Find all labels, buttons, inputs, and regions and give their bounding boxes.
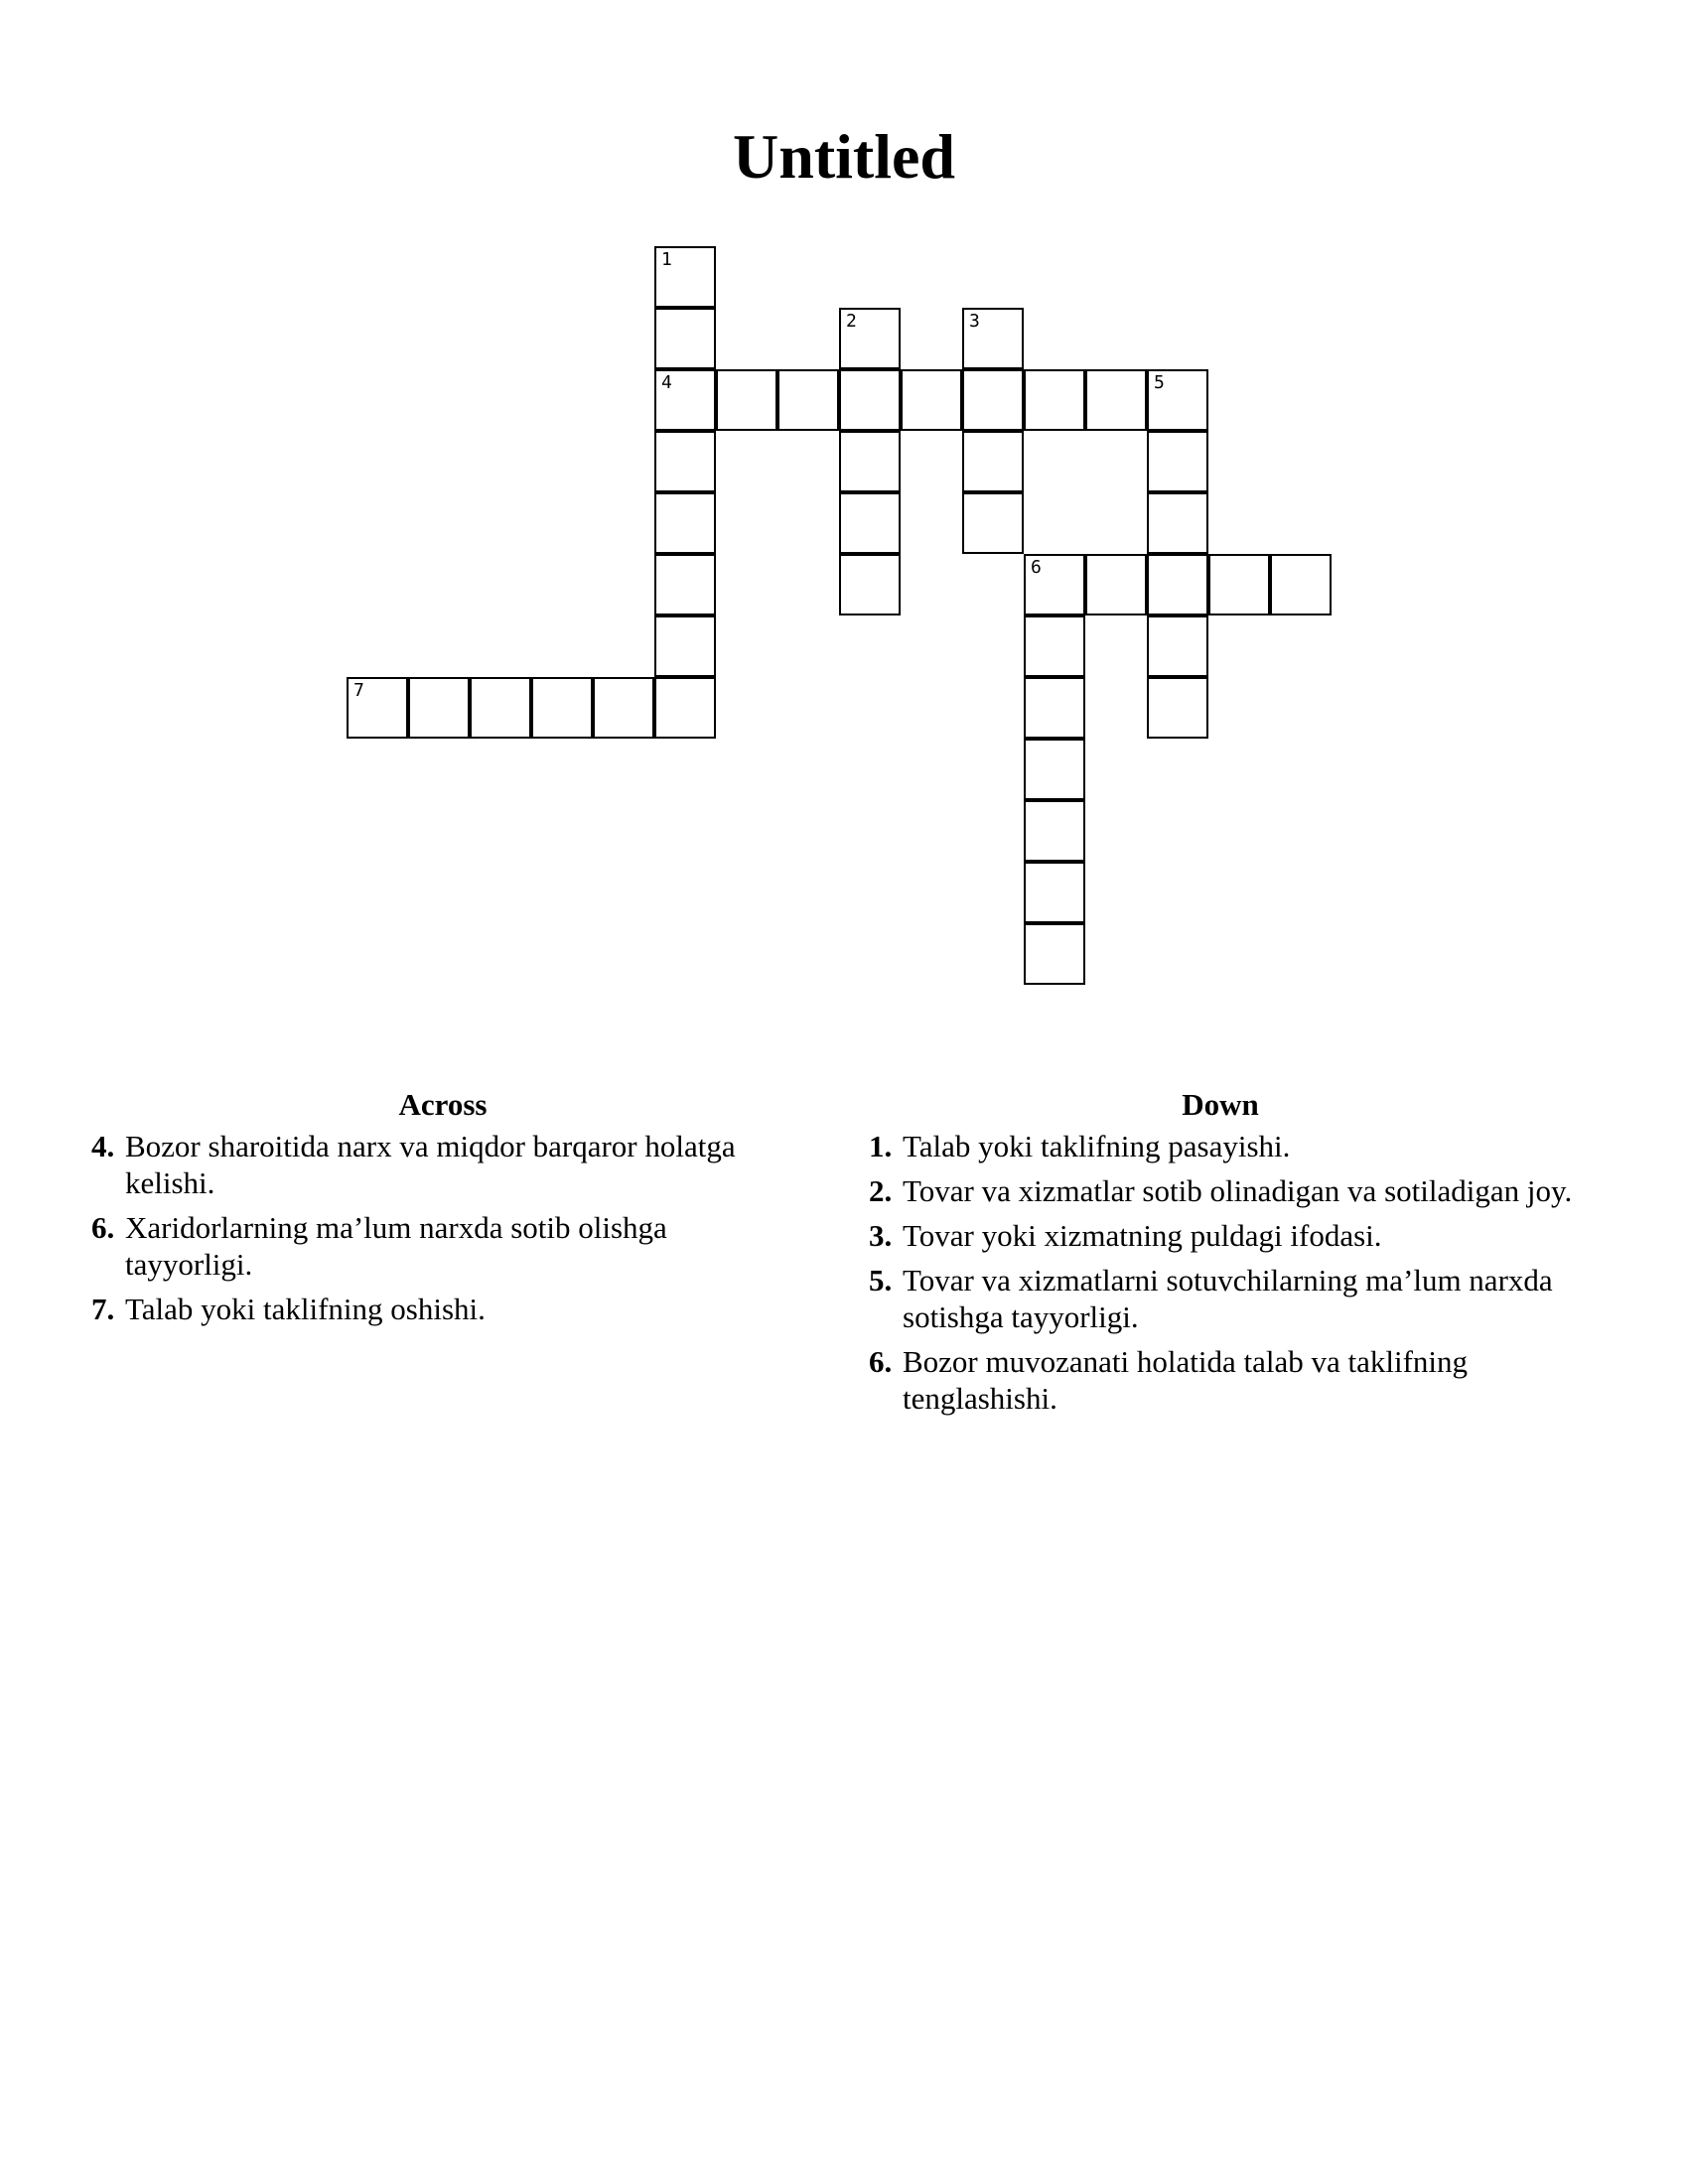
clue-number: 5. [869,1263,893,1297]
clue-text: Bozor sharoitida narx va miqdor barqaror holatga kelishi. [125,1129,736,1200]
grid-cell[interactable] [777,369,839,431]
clue-number: 2. [869,1173,893,1208]
across-clues [85,1086,800,1335]
clue-number: 6. [91,1210,115,1245]
cell-number: 5 [1154,372,1165,393]
down-heading: Down [1182,1087,1259,1122]
down-clue [863,1217,1578,1254]
cell-number: 6 [1031,557,1042,578]
clue-text: Tovar va xizmatlar sotib olinadigan va sotiladigan joy. [903,1173,1573,1208]
across-heading: Across [398,1087,488,1122]
across-clue [85,1209,800,1283]
grid-cell[interactable] [654,369,716,431]
across-clue-list [85,1128,800,1327]
down-clue [863,1262,1578,1335]
grid-cell[interactable] [408,677,470,739]
grid-cell[interactable] [839,308,901,369]
grid-cell[interactable] [962,492,1024,554]
grid-cell[interactable] [1024,677,1085,739]
grid-cell[interactable] [716,369,777,431]
cell-number: 2 [846,311,857,332]
grid-cell[interactable] [1024,369,1085,431]
clue-text: Tovar va xizmatlarni sotuvchilarning ma’lum narxda sotishga tayyorligi. [903,1263,1553,1334]
cell-number: 3 [969,311,980,332]
across-clue [85,1291,800,1327]
grid-cell[interactable] [1208,554,1270,615]
clue-text: Talab yoki taklifning oshishi. [125,1292,486,1326]
grid-cell[interactable] [962,308,1024,369]
grid-cell[interactable] [839,554,901,615]
down-clue [863,1172,1578,1209]
grid-cell[interactable] [839,369,901,431]
down-clue [863,1343,1578,1417]
cell-number: 7 [353,680,364,701]
clue-text: Bozor muvozanati holatida talab va taklifning tenglashishi. [903,1344,1469,1416]
grid-cell[interactable] [593,677,654,739]
clue-number: 7. [91,1292,115,1326]
down-clue [863,1128,1578,1164]
clue-text: Tovar yoki xizmatning puldagi ifodasi. [903,1218,1382,1253]
grid-cell[interactable] [654,308,716,369]
grid-cell[interactable] [1147,677,1208,739]
grid-cell[interactable] [901,369,962,431]
grid-cell[interactable] [531,677,593,739]
grid-cell[interactable] [654,677,716,739]
grid-cell[interactable] [654,615,716,677]
grid-cell[interactable] [654,554,716,615]
grid-cell[interactable] [1270,554,1332,615]
grid-cell[interactable] [1024,923,1085,985]
grid-cell[interactable] [1024,615,1085,677]
grid-cell[interactable] [839,492,901,554]
clue-text: Xaridorlarning ma’lum narxda sotib olishga tayyorligi. [125,1210,667,1282]
cell-number: 4 [661,372,672,393]
grid-cell[interactable] [1024,554,1085,615]
grid-cell[interactable] [470,677,531,739]
clue-number: 6. [869,1344,893,1379]
grid-cell[interactable] [654,246,716,308]
puzzle-title: Untitled [733,121,955,192]
grid-cell[interactable] [962,431,1024,492]
clue-text: Talab yoki taklifning pasayishi. [903,1129,1291,1163]
clue-number: 4. [91,1129,115,1163]
grid-cell[interactable] [1147,492,1208,554]
grid-cell[interactable] [1147,615,1208,677]
grid-cell[interactable] [654,492,716,554]
grid-cell[interactable] [1024,862,1085,923]
grid-cell[interactable] [1085,554,1147,615]
grid-cell[interactable] [1024,739,1085,800]
clue-number: 1. [869,1129,893,1163]
grid-cell[interactable] [1147,369,1208,431]
grid-cell[interactable] [1147,431,1208,492]
across-clue [85,1128,800,1201]
down-clue-list [863,1128,1578,1417]
grid-cell[interactable] [1085,369,1147,431]
clue-number: 3. [869,1218,893,1253]
grid-cell[interactable] [962,369,1024,431]
grid-cell[interactable] [654,431,716,492]
cell-number: 1 [661,249,672,270]
grid-cell[interactable] [347,677,408,739]
grid-cell[interactable] [839,431,901,492]
down-clues [863,1086,1578,1425]
grid-cell[interactable] [1024,800,1085,862]
grid-cell[interactable] [1147,554,1208,615]
